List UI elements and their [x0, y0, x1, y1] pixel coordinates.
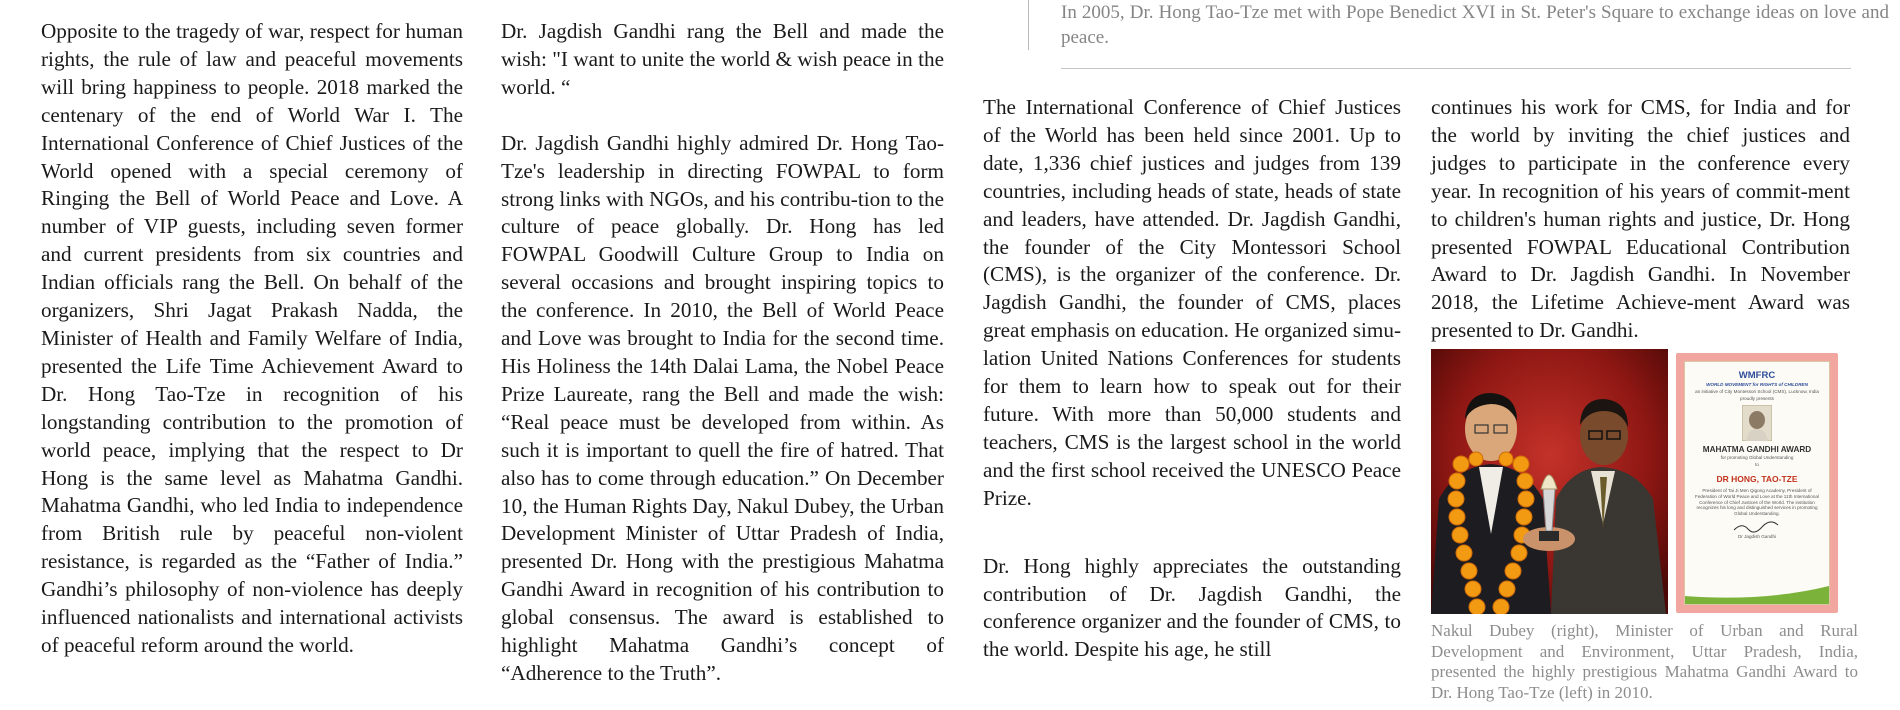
certificate-line2: an initiative of City Montessori School (CMS), Lucknow, India: [1695, 388, 1819, 394]
gandhi-portrait: [1742, 405, 1772, 441]
article-column-1: [41, 18, 463, 660]
photo-caption: [1431, 621, 1858, 704]
pull-quote: [1028, 0, 1889, 50]
divider-line: [1061, 68, 1851, 69]
certificate-subtitle: WORLD MOVEMENT for RIGHTS of CHILDREN: [1706, 382, 1808, 387]
column2-paragraph-1: Dr. Jagdish Gandhi rang the Bell and made the wish: "I want to unite the world & wish peace in the world. “: [501, 19, 944, 99]
award-photo: [1431, 349, 1668, 614]
pull-quote-text: In 2005, Dr. Hong Tao-Tze met with Pope Benedict XVI in St. Peter's Square to exchange ideas on love and peace.: [1061, 2, 1889, 48]
article-column-4: [1431, 94, 1850, 345]
certificate-body: [1684, 361, 1830, 605]
certificate-frame: [1676, 353, 1838, 613]
certificate-to: to: [1755, 462, 1759, 468]
certificate-body-text: President of Tai Ji Men Qigong Academy, President of Federation of World Peace and Love at the 11th International Conference of Chief Justices of the World. The institution recognizes his long and distinguished services in promoting Global Understanding.: [1695, 487, 1819, 517]
certificate-award-sub: for promoting Global Understanding: [1720, 455, 1794, 461]
certificate-recipient: DR HONG, TAO-TZE: [1716, 473, 1798, 484]
certificate-org: WMFRC: [1738, 370, 1776, 381]
article-column-2: [501, 18, 944, 688]
photo-caption-text: Nakul Dubey (right), Minister of Urban and Rural Development and Environment, Uttar Pradesh, India, presented the highly prestigious Mahatma Gandhi Award to Dr. Hong Tao-Tze (left) in 2010.: [1431, 621, 1858, 703]
column3-paragraph-1: The International Conference of Chief Justices of the World has been held since 2001. Up to date, 1,336 chief justices and judges from 139 countries, including heads of state, heads of state and leaders, have attended. Dr. Jagdish Gandhi, the founder of the City Montessori School (CMS), is the organizer of the conference. Dr. Jagdish Gandhi, the founder of CMS, places great emphasis on education. He organized simu-lation United Nations Conferences for students for them to learn how to speak out for their future. With more than 50,000 students and teachers, CMS is the largest school in the world and the first school received the UNESCO Peace Prize.: [983, 95, 1401, 510]
certificate-green-corner: [1685, 582, 1829, 604]
article-column-3: [983, 94, 1401, 664]
certificate-signer: Dr Jagdish Gandhi: [1737, 533, 1777, 539]
column2-paragraph-2: Dr. Jagdish Gandhi highly admired Dr. Hong Tao-Tze's leadership in directing FOWPAL to form strong links with NGOs, and his contribu-tion to the culture of peace globally. Dr. Hong has led FOWPAL Goodwill Culture Group to India on several occasions and brought inspiring topics to the conference. In 2010, the Bell of World Peace and Love was brought to India for the second time. His Holiness the 14th Dalai Lama, the Nobel Peace Prize Laureate, rang the Bell and made the wish: “Real peace must be developed from within. As such it is important to quell the fire of hatred. That also has to come through education.” On December 10, the Human Rights Day, Nakul Dubey, the Urban Development Minister of Uttar Pradesh of India, presented Dr. Hong with the prestigious Mahatma Gandhi Award in recognition of his contribution to global consensus. The award is established to highlight Mahatma Gandhi’s concept of “Adherence to the Truth”.: [501, 130, 944, 685]
certificate-award-title: MAHATMA GANDHI AWARD: [1702, 445, 1812, 455]
column1-paragraph: Opposite to the tragedy of war, respect for human rights, the rule of law and peaceful movements will bring happiness to people. 2018 marked the centenary of the end of World War I. The International Conference of Chief Justices of the World opened with a special ceremony of Ringing the Bell of World Peace and Love. A number of VIP guests, including seven former and current presidents from six countries and Indian officials rang the Bell. On behalf of the organizers, Shri Jagat Prakash Nadda, the Minister of Health and Family Welfare of India, presented the Life Time Achievement Award to Dr. Hong Tao-Tze in recognition of his longstanding contribution to the promotion of world peace, implying that the respect to Dr Hong is the same level as Mahatma Gandhi. Mahatma Gandhi, who led India to independence from British rule by peaceful non-violent resistance, is regarded as the “Father of India.” Gandhi’s philosophy of non-violence has deeply influenced nationalists and international activists of peaceful reform around the world.: [41, 19, 463, 657]
award-certificate: [1676, 353, 1838, 613]
column3-paragraph-2: Dr. Hong highly appreciates the outstanding contribution of Dr. Jagdish Gandhi, the conference organizer and the founder of CMS, to the world. Despite his age, he still: [983, 553, 1401, 662]
signature-mark: [1732, 521, 1782, 533]
column4-paragraph: continues his work for CMS, for India and for the world by inviting the chief justices and judges to participate in the conference every year. In recognition of his years of commit-ment to children's human rights and justice, Dr. Hong presented FOWPAL Educational Contribution Award to Dr. Jagdish Gandhi. In November 2018, the Lifetime Achieve-ment Award was presented to Dr. Gandhi.: [1431, 95, 1850, 343]
certificate-line3: proudly presents: [1740, 395, 1774, 401]
